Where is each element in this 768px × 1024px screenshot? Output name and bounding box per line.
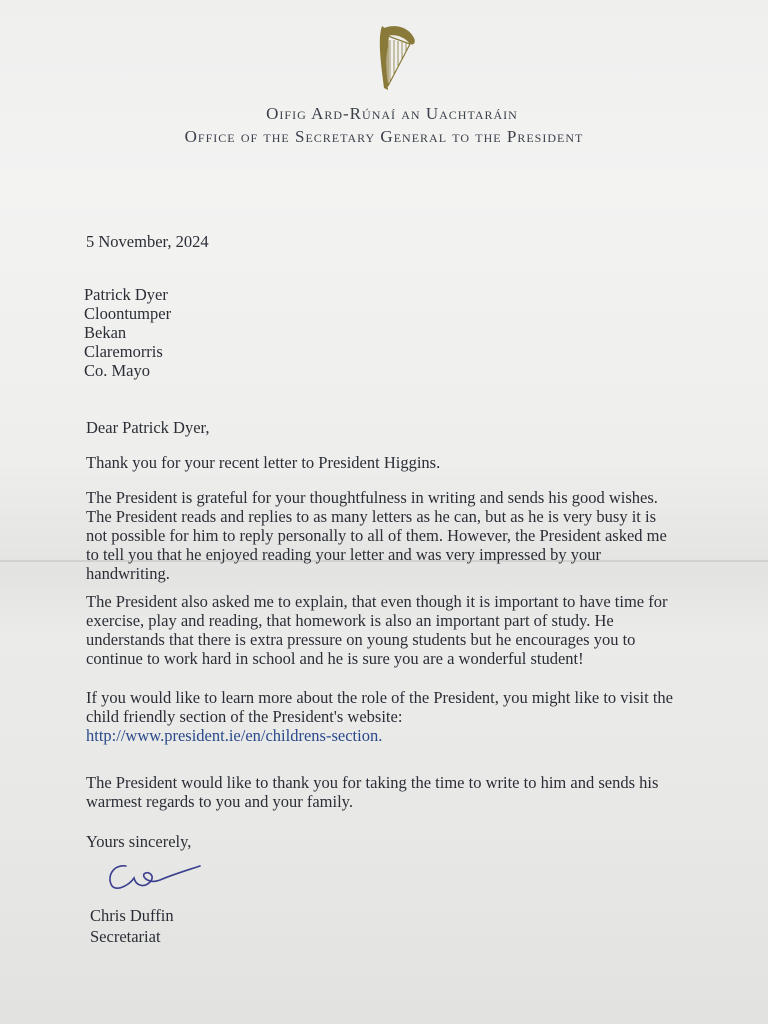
- paragraph-1: [86, 488, 726, 583]
- paragraph-line: exercise, play and reading, that homework is also an important part of study. He: [86, 611, 614, 630]
- letterhead-irish-title: Oifig Ard-Rúnaí an Uachtaráin: [266, 104, 518, 123]
- paragraph-4: [86, 773, 726, 811]
- paragraph-line: The President is grateful for your thoughtfulness in writing and sends his good wishes.: [86, 488, 658, 507]
- signer-role: Secretariat: [90, 927, 161, 946]
- paragraph-line: handwriting.: [86, 564, 170, 583]
- thanks-line: Thank you for your recent letter to President Higgins.: [86, 453, 441, 472]
- address-line: Claremorris: [84, 342, 163, 361]
- harp-icon: [370, 18, 422, 98]
- paragraph-line: The President also asked me to explain, that even though it is important to have time for: [86, 592, 668, 611]
- website-link[interactable]: http://www.president.ie/en/childrens-section.: [86, 726, 383, 745]
- address-line: Cloontumper: [84, 304, 172, 323]
- paragraph-line: child friendly section of the President's website:: [86, 707, 403, 726]
- letter-date: 5 November, 2024: [86, 232, 209, 251]
- letterhead-english-title: Office of the Secretary General to the President: [184, 127, 584, 146]
- signer-name: Chris Duffin: [90, 906, 174, 925]
- paragraph-line: warmest regards to you and your family.: [86, 792, 353, 811]
- address-line: Bekan: [84, 323, 127, 342]
- paragraph-line: The President reads and replies to as many letters as he can, but as he is very busy it is: [86, 507, 657, 526]
- paragraph-line: If you would like to learn more about the role of the President, you might like to visit the: [86, 688, 674, 707]
- address-line: Patrick Dyer: [84, 285, 168, 304]
- paragraph-3: [86, 688, 726, 745]
- paragraph-line: continue to work hard in school and he is sure you are a wonderful student!: [86, 649, 584, 668]
- paragraph-2: [86, 592, 726, 668]
- paragraph-line: to tell you that he enjoyed reading your letter and was very impressed by your: [86, 545, 602, 564]
- paragraph-line: understands that there is extra pressure on young students but he encourages you to: [86, 630, 636, 649]
- paragraph-line: The President would like to thank you for taking the time to write to him and sends his: [86, 773, 659, 792]
- recipient-address: [84, 285, 171, 380]
- signature-mark: [104, 858, 204, 894]
- closing: Yours sincerely,: [86, 832, 192, 851]
- paragraph-line: not possible for him to reply personally to all of them. However, the President asked me: [86, 526, 667, 545]
- address-line: Co. Mayo: [84, 361, 150, 380]
- salutation: Dear Patrick Dyer,: [86, 418, 210, 437]
